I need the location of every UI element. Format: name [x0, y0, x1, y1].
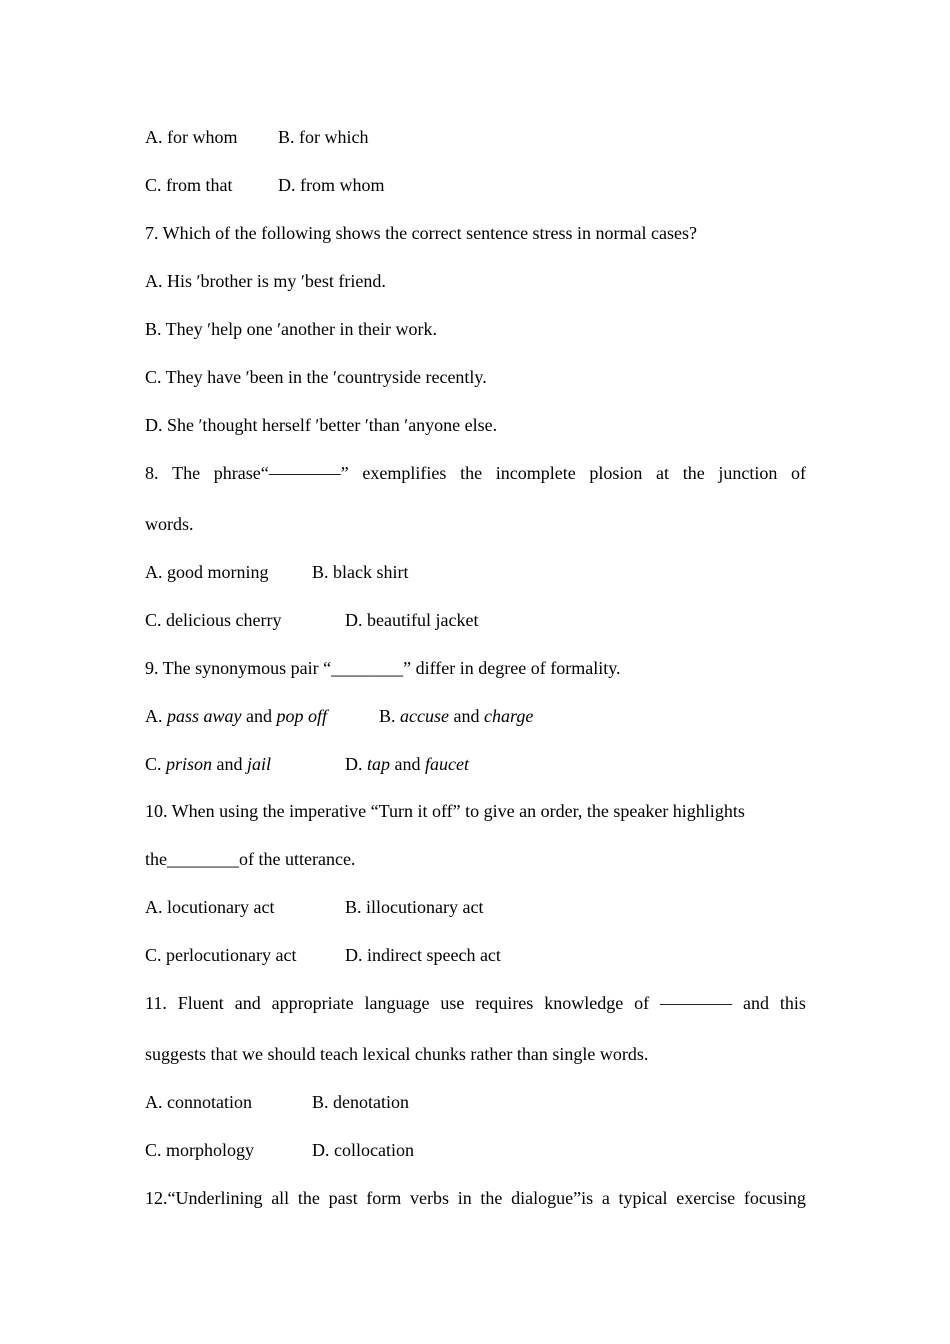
- q8-option-d: D. beautiful jacket: [345, 610, 479, 630]
- q6-option-a: A. for whom: [145, 127, 238, 147]
- q11-option-c: C. morphology: [145, 1140, 255, 1160]
- q12-stem: [145, 1187, 806, 1209]
- q10-stem-line1: 10. When using the imperative “Turn it off” to give an order, the speaker highlights: [145, 801, 745, 821]
- q8-option-a: A. good morning: [145, 562, 269, 582]
- q12-word: dialogue”is: [511, 1188, 594, 1208]
- q12-word: 12.“Underlining: [145, 1188, 263, 1208]
- q8-word: the: [682, 463, 705, 483]
- q9-option-d: D. tap and faucet: [345, 754, 469, 774]
- q12-word: past: [328, 1188, 358, 1208]
- q12-word: focusing: [743, 1188, 806, 1208]
- q11-option-d: D. collocation: [312, 1140, 414, 1160]
- q8-option-b: B. black shirt: [312, 562, 409, 582]
- q7-option-a: A. His ʹbrother is my ʹbest friend.: [145, 271, 386, 291]
- q11-option-a: A. connotation: [145, 1092, 252, 1112]
- q11-option-b: B. denotation: [312, 1092, 409, 1112]
- q12-word: the: [297, 1188, 320, 1208]
- q11-word: and: [742, 993, 769, 1013]
- q12-word: a: [601, 1188, 610, 1208]
- q8-word: at: [656, 463, 670, 483]
- q7-option-c: C. They have ʹbeen in the ʹcountryside recently.: [145, 367, 487, 387]
- q9-option-a: A. pass away and pop off: [145, 706, 328, 726]
- q7-option-d: D. She ʹthought herself ʹbetter ʹthan ʹanyone else.: [145, 415, 498, 435]
- q11-word: this: [779, 993, 806, 1013]
- q10-option-b: B. illocutionary act: [345, 897, 484, 917]
- q8-word: junction: [718, 463, 778, 483]
- q11-word: Fluent: [177, 993, 224, 1013]
- q10-option-d: D. indirect speech act: [345, 945, 501, 965]
- q11-word: language: [364, 993, 430, 1013]
- q12-word: typical: [618, 1188, 668, 1208]
- q8-option-c: C. delicious cherry: [145, 610, 282, 630]
- q8-word: 8.: [145, 463, 159, 483]
- q8-word: The: [172, 463, 201, 483]
- q8-word: plosion: [589, 463, 643, 483]
- q11-word: ————: [660, 993, 733, 1013]
- q12-word: the: [480, 1188, 503, 1208]
- q11-word: and: [234, 993, 261, 1013]
- q11-word: of: [634, 993, 650, 1013]
- q8-stem-end: words.: [145, 514, 194, 534]
- q11-stem-line2: suggests that we should teach lexical chunks rather than single words.: [145, 1044, 649, 1064]
- q10-stem-line2: the________of the utterance.: [145, 849, 356, 869]
- q12-word: exercise: [676, 1188, 736, 1208]
- q10-option-c: C. perlocutionary act: [145, 945, 297, 965]
- q9-option-b: B. accuse and charge: [379, 706, 534, 726]
- q11-word: use: [440, 993, 465, 1013]
- q8-word: the: [460, 463, 483, 483]
- q10-option-a: A. locutionary act: [145, 897, 275, 917]
- q12-word: in: [457, 1188, 472, 1208]
- q12-word: form: [366, 1188, 402, 1208]
- q12-word: verbs: [410, 1188, 449, 1208]
- q6-option-d: D. from whom: [278, 175, 385, 195]
- q9-option-c: C. prison and jail: [145, 754, 272, 774]
- q9-stem: 9. The synonymous pair “________” differ in degree of formality.: [145, 658, 621, 678]
- q6-option-c: C. from that: [145, 175, 233, 195]
- q11-word: requires: [475, 993, 534, 1013]
- q7-option-b: B. They ʹhelp one ʹanother in their work.: [145, 319, 437, 339]
- q11-word: 11.: [145, 993, 167, 1013]
- q6-option-b: B. for which: [278, 127, 369, 147]
- q12-word: all: [271, 1188, 290, 1208]
- q11-stem: [145, 992, 806, 1014]
- q11-word: knowledge: [544, 993, 624, 1013]
- q11-word: appropriate: [271, 993, 354, 1013]
- q7-stem: 7. Which of the following shows the correct sentence stress in normal cases?: [145, 223, 698, 243]
- q8-word: phrase“————”: [213, 463, 349, 483]
- q8-word: of: [791, 463, 806, 483]
- q8-word: incomplete: [495, 463, 576, 483]
- q8-word: exemplifies: [362, 463, 447, 483]
- q8-stem: [145, 462, 806, 484]
